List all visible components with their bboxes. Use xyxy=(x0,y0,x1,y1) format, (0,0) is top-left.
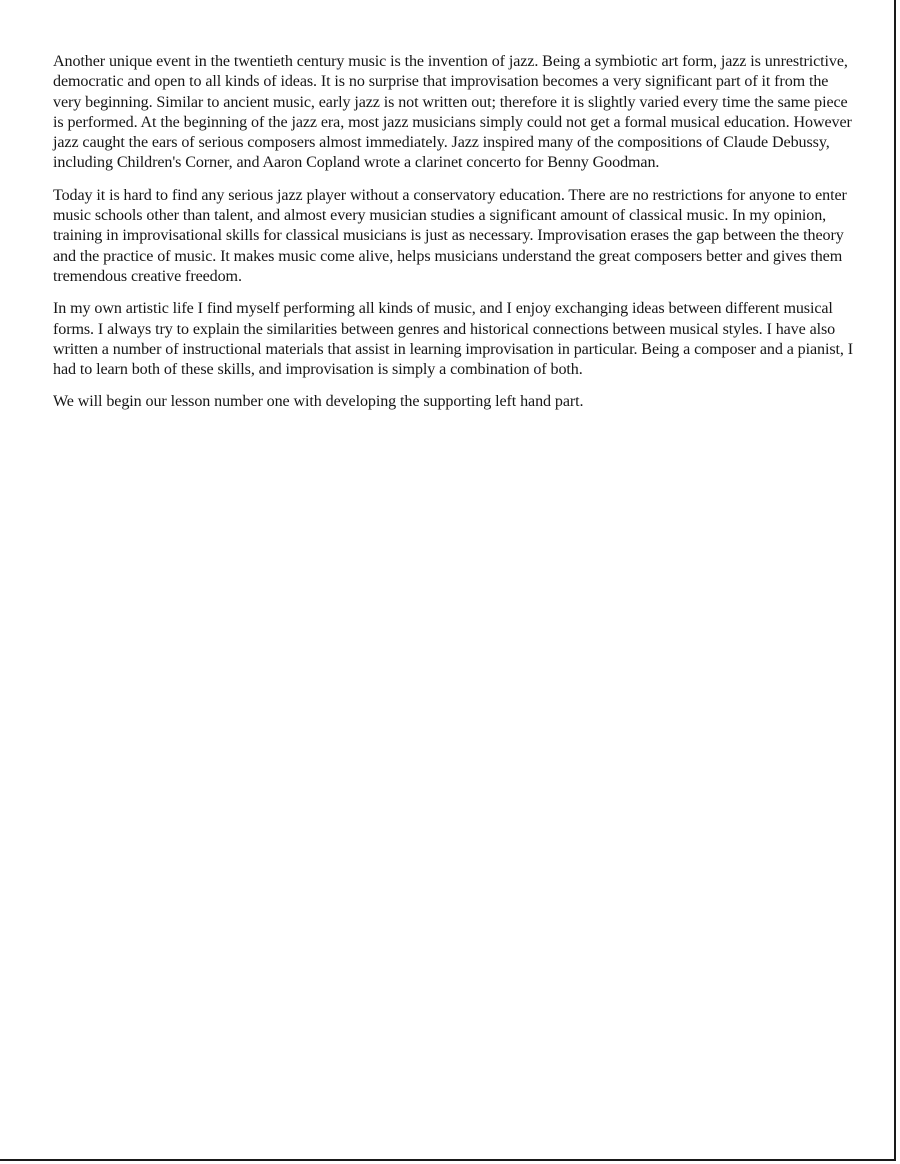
paragraph-conservatory-education: Today it is hard to find any serious jazz player without a conservatory education. There are no restrictions for anyone to enter music schools other than talent, and almost every musician studies a significant amount of classical music. In my opinion, training in improvisational skills for classical musicians is just as necessary. Improvisation erases the gap between the theory and the practice of music. It makes music come alive, helps musicians understand the great composers better and gives them tremendous creative freedom. xyxy=(53,186,847,285)
paragraph-artistic-life: In my own artistic life I find myself performing all kinds of music, and I enjoy exchanging ideas between different musical forms. I always try to explain the similarities between genres and historical connections between musical styles. I have also written a number of instructional materials that assist in learning improvisation in particular. Being a composer and a pianist, I had to learn both of these skills, and improvisation is simply a combination of both. xyxy=(53,300,853,379)
paragraph-lesson-one: We will begin our lesson number one with developing the supporting left hand part. xyxy=(53,393,584,411)
paragraph-jazz-invention: Another unique event in the twentieth century music is the invention of jazz. Being a symbiotic art form, jazz is unrestrictive, democratic and open to all kinds of ideas. It is no surprise that improvisation becomes a very significant part of it from the very beginning. Similar to ancient music, early jazz is not written out; therefore it is slightly varied every time the same piece is performed. At the beginning of the jazz era, most jazz musicians simply could not get a formal musical education. However jazz caught the ears of serious composers almost immediately. Jazz inspired many of the compositions of Claude Debussy, including Children's Corner, and Aaron Copland wrote a clarinet concerto for Benny Goodman. xyxy=(53,53,852,172)
document-body xyxy=(53,52,853,425)
